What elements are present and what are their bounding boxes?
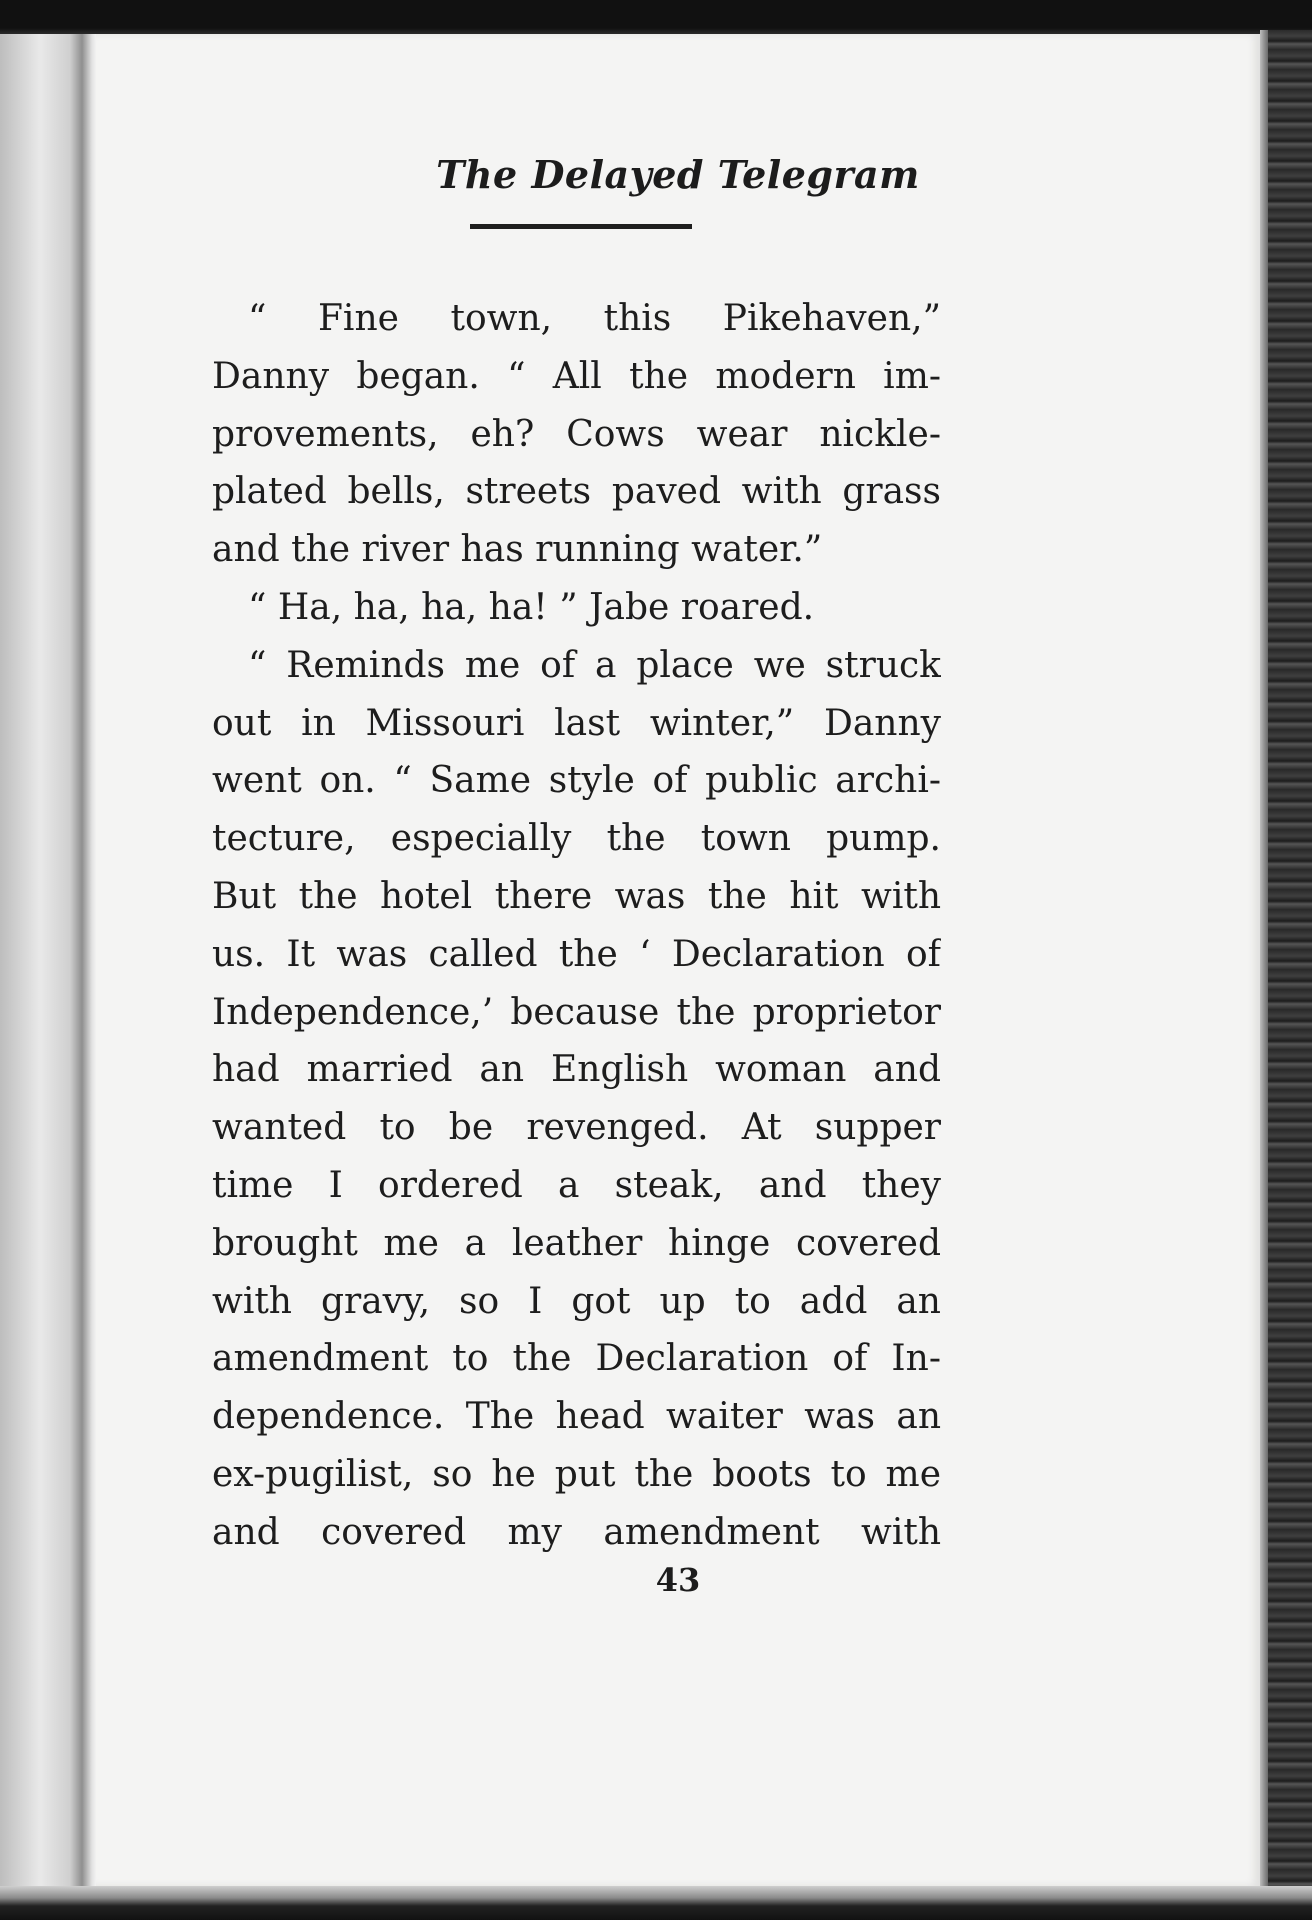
text-line: and covered my amendment with [212,1511,941,1553]
text-line: wanted to be revenged. At supper [212,1107,941,1149]
body-text [212,290,941,1562]
text-line: Independence,’ because the proprietor [212,991,941,1033]
book-spine-edge [1260,30,1312,1920]
text-line: ex-pugilist, so he put the boots to me [212,1453,941,1495]
text-line: “ Fine town, this Pikehaven,” [248,298,941,339]
text-line: and the river has running water.” [212,529,823,571]
text-line: dependence. The head waiter was an [212,1396,941,1438]
running-head: The Delayed Telegram [436,152,920,197]
text-line: “ Ha, ha, ha, ha! ” Jabe roared. [248,586,815,628]
text-line: time I ordered a steak, and they [212,1164,941,1206]
text-line: amendment to the Declaration of In- [212,1338,941,1380]
page-number: 43 [655,1561,701,1599]
head-rule [470,224,692,229]
bottom-edge [0,1886,1312,1920]
text-line: provements, eh? Cows wear nickle- [212,413,941,455]
text-line: with gravy, so I got up to add an [212,1280,941,1322]
text-line: out in Missouri last winter,” Danny [212,702,941,744]
text-line: But the hotel there was the hit with [212,875,941,917]
text-line: plated bells, streets paved with grass [212,471,941,513]
text-line: “ Reminds me of a place we struck [248,644,941,686]
left-page-edge [0,34,96,1920]
text-line: tecture, especially the town pump. [212,818,941,860]
text-line: went on. “ Same style of public archi- [212,760,941,802]
text-line: had married an English woman and [212,1049,941,1091]
text-line: us. It was called the ‘ Declaration of [212,933,941,975]
book-page [96,34,1260,1886]
text-line: brought me a leather hinge covered [212,1222,941,1264]
text-line: Danny began. “ All the modern im- [212,355,941,397]
